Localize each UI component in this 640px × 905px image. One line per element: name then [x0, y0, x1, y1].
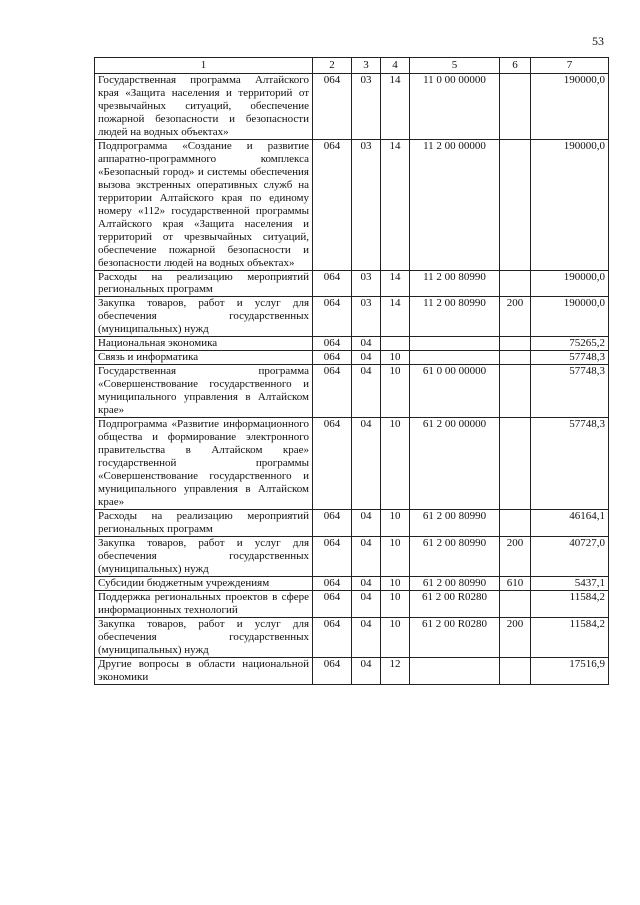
expense-type-code: 610 [500, 576, 531, 590]
table-row [95, 337, 609, 351]
target-article-code: 11 0 00 00000 [410, 73, 500, 139]
table-row [95, 418, 609, 510]
table-row [95, 536, 609, 576]
table-row [95, 365, 609, 418]
row-name: Поддержка региональных проектов в сфере информационных технологий [95, 590, 313, 617]
admin-code: 064 [313, 418, 352, 510]
admin-code: 064 [313, 297, 352, 337]
section-code: 04 [352, 576, 381, 590]
subsection-code: 10 [381, 418, 410, 510]
header-row [95, 58, 609, 74]
amount: 46164,1 [531, 509, 609, 536]
amount: 190000,0 [531, 270, 609, 297]
target-article-code: 61 2 00 R0280 [410, 617, 500, 657]
target-article-code: 11 2 00 80990 [410, 297, 500, 337]
row-name: Связь и информатика [95, 351, 313, 365]
table-row [95, 576, 609, 590]
target-article-code: 11 2 00 00000 [410, 139, 500, 270]
page-number: 53 [592, 34, 604, 48]
section-code: 04 [352, 617, 381, 657]
target-article-code [410, 657, 500, 684]
row-name: Национальная экономика [95, 337, 313, 351]
admin-code: 064 [313, 590, 352, 617]
table-row [95, 73, 609, 139]
table-row [95, 270, 609, 297]
subsection-code: 14 [381, 297, 410, 337]
row-name: Государственная программа «Совершенствование государственного и муниципального управления в Алтайском крае» [95, 365, 313, 418]
expense-type-code [500, 509, 531, 536]
target-article-code: 61 2 00 80990 [410, 576, 500, 590]
admin-code: 064 [313, 139, 352, 270]
row-name: Закупка товаров, работ и услуг для обеспечения государственных (муниципальных) нужд [95, 297, 313, 337]
target-article-code: 61 2 00 80990 [410, 509, 500, 536]
table-row [95, 509, 609, 536]
admin-code: 064 [313, 509, 352, 536]
target-article-code: 61 2 00 00000 [410, 418, 500, 510]
table-row [95, 617, 609, 657]
amount: 5437,1 [531, 576, 609, 590]
column-header: 5 [410, 58, 500, 74]
column-header: 7 [531, 58, 609, 74]
amount: 190000,0 [531, 297, 609, 337]
expense-type-code [500, 418, 531, 510]
amount: 11584,2 [531, 617, 609, 657]
table-row [95, 139, 609, 270]
target-article-code [410, 351, 500, 365]
section-code: 04 [352, 337, 381, 351]
amount: 57748,3 [531, 351, 609, 365]
amount: 57748,3 [531, 418, 609, 510]
section-code: 04 [352, 418, 381, 510]
admin-code: 064 [313, 73, 352, 139]
table-row [95, 657, 609, 684]
row-name: Другие вопросы в области национальной экономики [95, 657, 313, 684]
expense-type-code [500, 351, 531, 365]
admin-code: 064 [313, 536, 352, 576]
row-name: Подпрограмма «Создание и развитие аппаратно-программного комплекса «Безопасный город» и системы обеспечения вызова экстренных оперативных служб на территории Алтайского края по единому номеру «112» государственной программы Алтайского края «Защита населения и территорий от чрезвычайных ситуаций, обеспечение пожарной безопасности и безопасности людей на водных объектах» [95, 139, 313, 270]
amount: 190000,0 [531, 73, 609, 139]
expense-type-code: 200 [500, 297, 531, 337]
expense-type-code [500, 657, 531, 684]
expense-type-code [500, 337, 531, 351]
expense-type-code: 200 [500, 617, 531, 657]
target-article-code: 11 2 00 80990 [410, 270, 500, 297]
section-code: 04 [352, 657, 381, 684]
target-article-code [410, 337, 500, 351]
column-header: 2 [313, 58, 352, 74]
amount: 17516,9 [531, 657, 609, 684]
row-name: Закупка товаров, работ и услуг для обеспечения государственных (муниципальных) нужд [95, 617, 313, 657]
subsection-code: 10 [381, 576, 410, 590]
subsection-code: 10 [381, 351, 410, 365]
section-code: 04 [352, 509, 381, 536]
amount: 75265,2 [531, 337, 609, 351]
table-row [95, 590, 609, 617]
section-code: 03 [352, 297, 381, 337]
subsection-code: 10 [381, 509, 410, 536]
section-code: 04 [352, 365, 381, 418]
amount: 11584,2 [531, 590, 609, 617]
column-header: 3 [352, 58, 381, 74]
subsection-code: 10 [381, 365, 410, 418]
admin-code: 064 [313, 351, 352, 365]
subsection-code: 10 [381, 617, 410, 657]
admin-code: 064 [313, 365, 352, 418]
amount: 190000,0 [531, 139, 609, 270]
column-header: 4 [381, 58, 410, 74]
expense-type-code [500, 365, 531, 418]
section-code: 03 [352, 73, 381, 139]
subsection-code: 14 [381, 139, 410, 270]
section-code: 04 [352, 590, 381, 617]
amount: 57748,3 [531, 365, 609, 418]
subsection-code: 10 [381, 590, 410, 617]
expense-type-code [500, 270, 531, 297]
admin-code: 064 [313, 617, 352, 657]
admin-code: 064 [313, 657, 352, 684]
row-name: Подпрограмма «Развитие информационного общества и формирование электронного правительства в Алтайском крае» государственной программы «Совершенствование государственного и муниципального управления в Алтайском крае» [95, 418, 313, 510]
target-article-code: 61 2 00 R0280 [410, 590, 500, 617]
section-code: 04 [352, 536, 381, 576]
expense-type-code [500, 73, 531, 139]
subsection-code: 12 [381, 657, 410, 684]
column-header: 1 [95, 58, 313, 74]
subsection-code: 10 [381, 536, 410, 576]
section-code: 04 [352, 351, 381, 365]
admin-code: 064 [313, 337, 352, 351]
expense-type-code [500, 139, 531, 270]
row-name: Субсидии бюджетным учреждениям [95, 576, 313, 590]
section-code: 03 [352, 270, 381, 297]
table-row [95, 351, 609, 365]
row-name: Государственная программа Алтайского края «Защита населения и территорий от чрезвычайных ситуаций, обеспечение пожарной безопасности и безопасности людей на водных объектах» [95, 73, 313, 139]
subsection-code: 14 [381, 270, 410, 297]
subsection-code [381, 337, 410, 351]
section-code: 03 [352, 139, 381, 270]
budget-table [94, 57, 609, 685]
target-article-code: 61 2 00 80990 [410, 536, 500, 576]
admin-code: 064 [313, 270, 352, 297]
row-name: Расходы на реализацию мероприятий региональных программ [95, 509, 313, 536]
target-article-code: 61 0 00 00000 [410, 365, 500, 418]
row-name: Расходы на реализацию мероприятий региональных программ [95, 270, 313, 297]
subsection-code: 14 [381, 73, 410, 139]
expense-type-code: 200 [500, 536, 531, 576]
amount: 40727,0 [531, 536, 609, 576]
admin-code: 064 [313, 576, 352, 590]
row-name: Закупка товаров, работ и услуг для обеспечения государственных (муниципальных) нужд [95, 536, 313, 576]
column-header: 6 [500, 58, 531, 74]
table-row [95, 297, 609, 337]
expense-type-code [500, 590, 531, 617]
